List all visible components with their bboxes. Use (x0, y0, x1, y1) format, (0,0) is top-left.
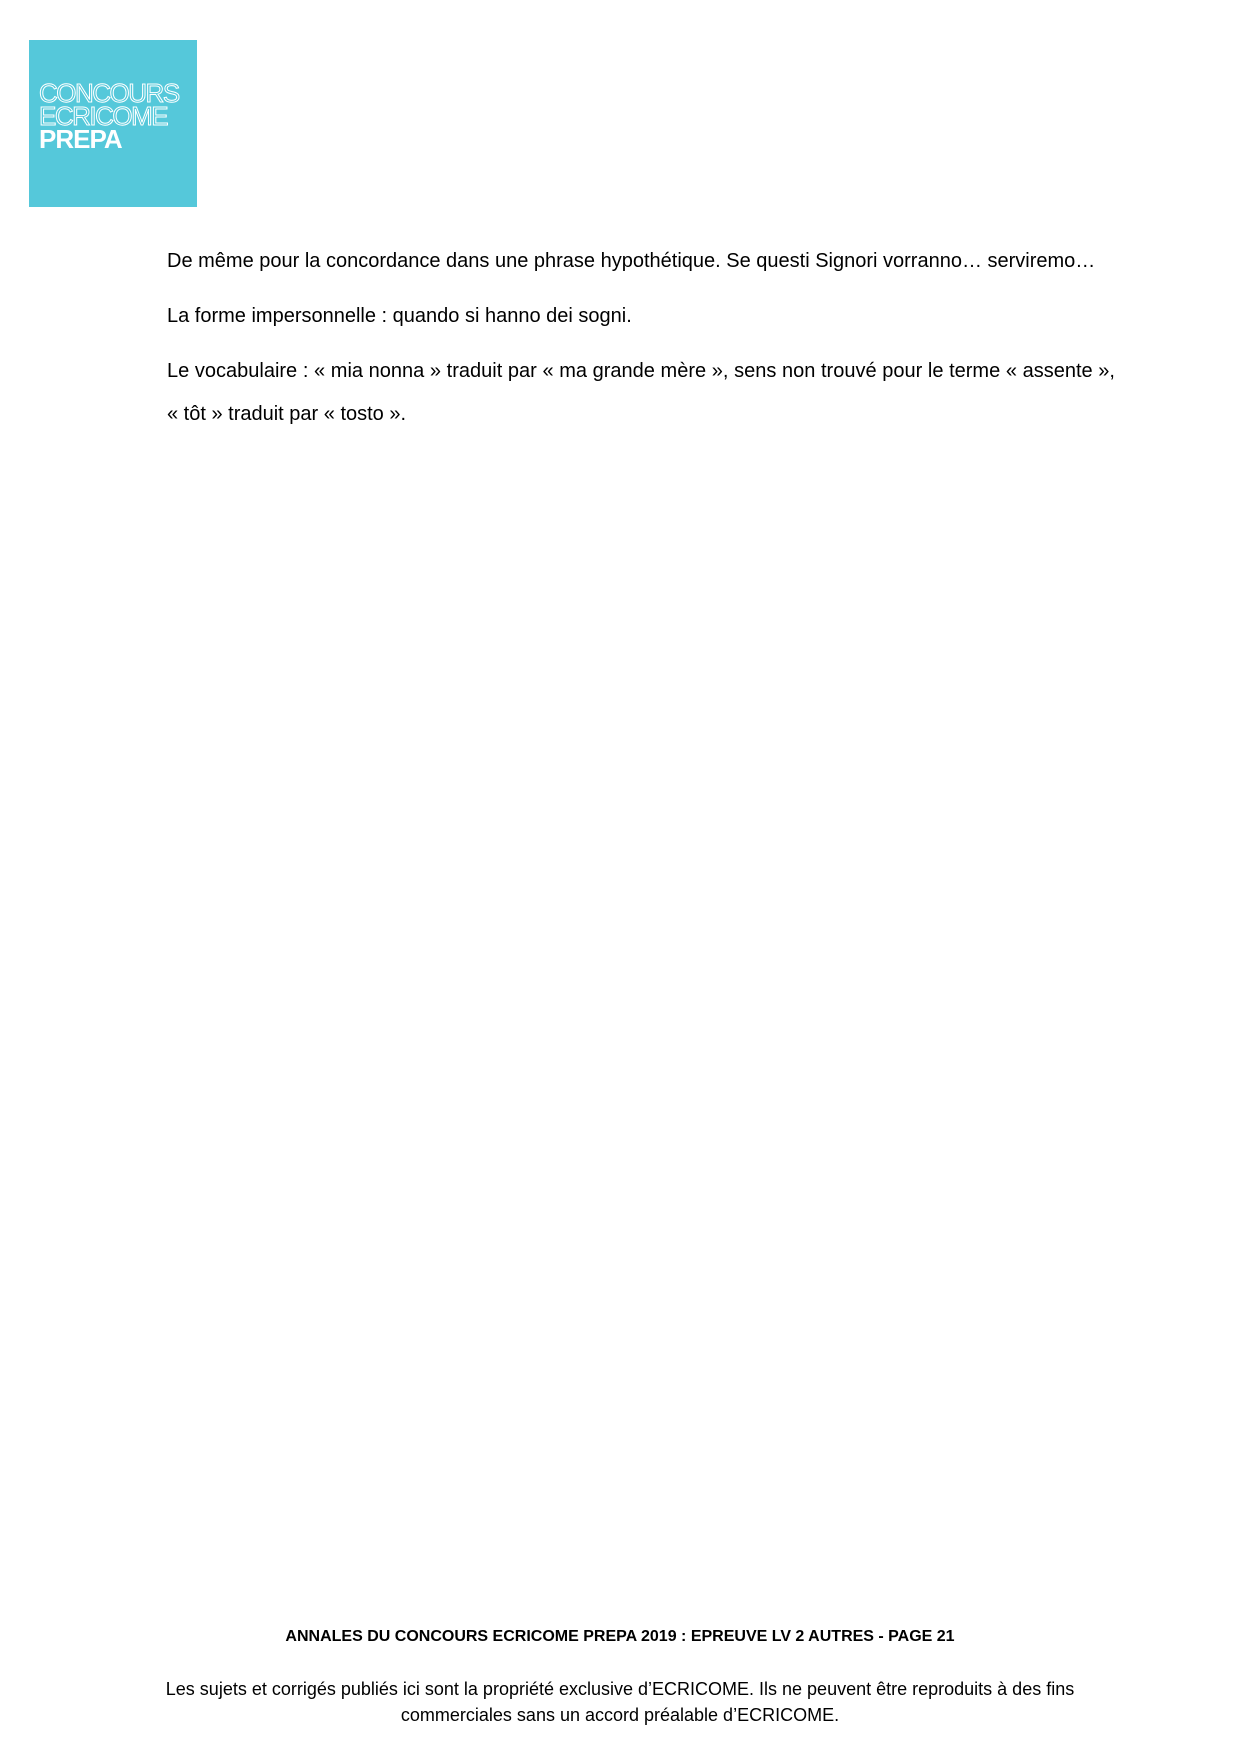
logo-line-concours: CONCOURS (39, 78, 179, 108)
paragraph-concordance: De même pour la concordance dans une phrase hypothétique. Se questi Signori vorranno… serviremo… (167, 250, 1096, 272)
footer-title: ANNALES DU CONCOURS ECRICOME PREPA 2019 : EPREUVE LV 2 AUTRES - PAGE 21 (285, 1628, 955, 1645)
logo-line-prepa: PREPA (39, 124, 122, 154)
document-body (167, 240, 1115, 448)
ecricome-prepa-logo (29, 40, 197, 207)
logo-line-ecricome: ECRICOME (39, 101, 168, 131)
paragraph-vocabulaire: Le vocabulaire : « mia nonna » traduit par « ma grande mère », sens non trouvé pour le terme « assente », « tôt » traduit par « tosto ». (167, 360, 1115, 425)
footer-copyright-note: Les sujets et corrigés publiés ici sont la propriété exclusive d’ECRICOME. Ils ne peuvent être reproduits à des fins commerciales sans un accord préalable d’ECRICOME. (165, 1679, 1075, 1725)
paragraph-forme-impersonnelle: La forme impersonnelle : quando si hanno dei sogni. (167, 305, 632, 327)
